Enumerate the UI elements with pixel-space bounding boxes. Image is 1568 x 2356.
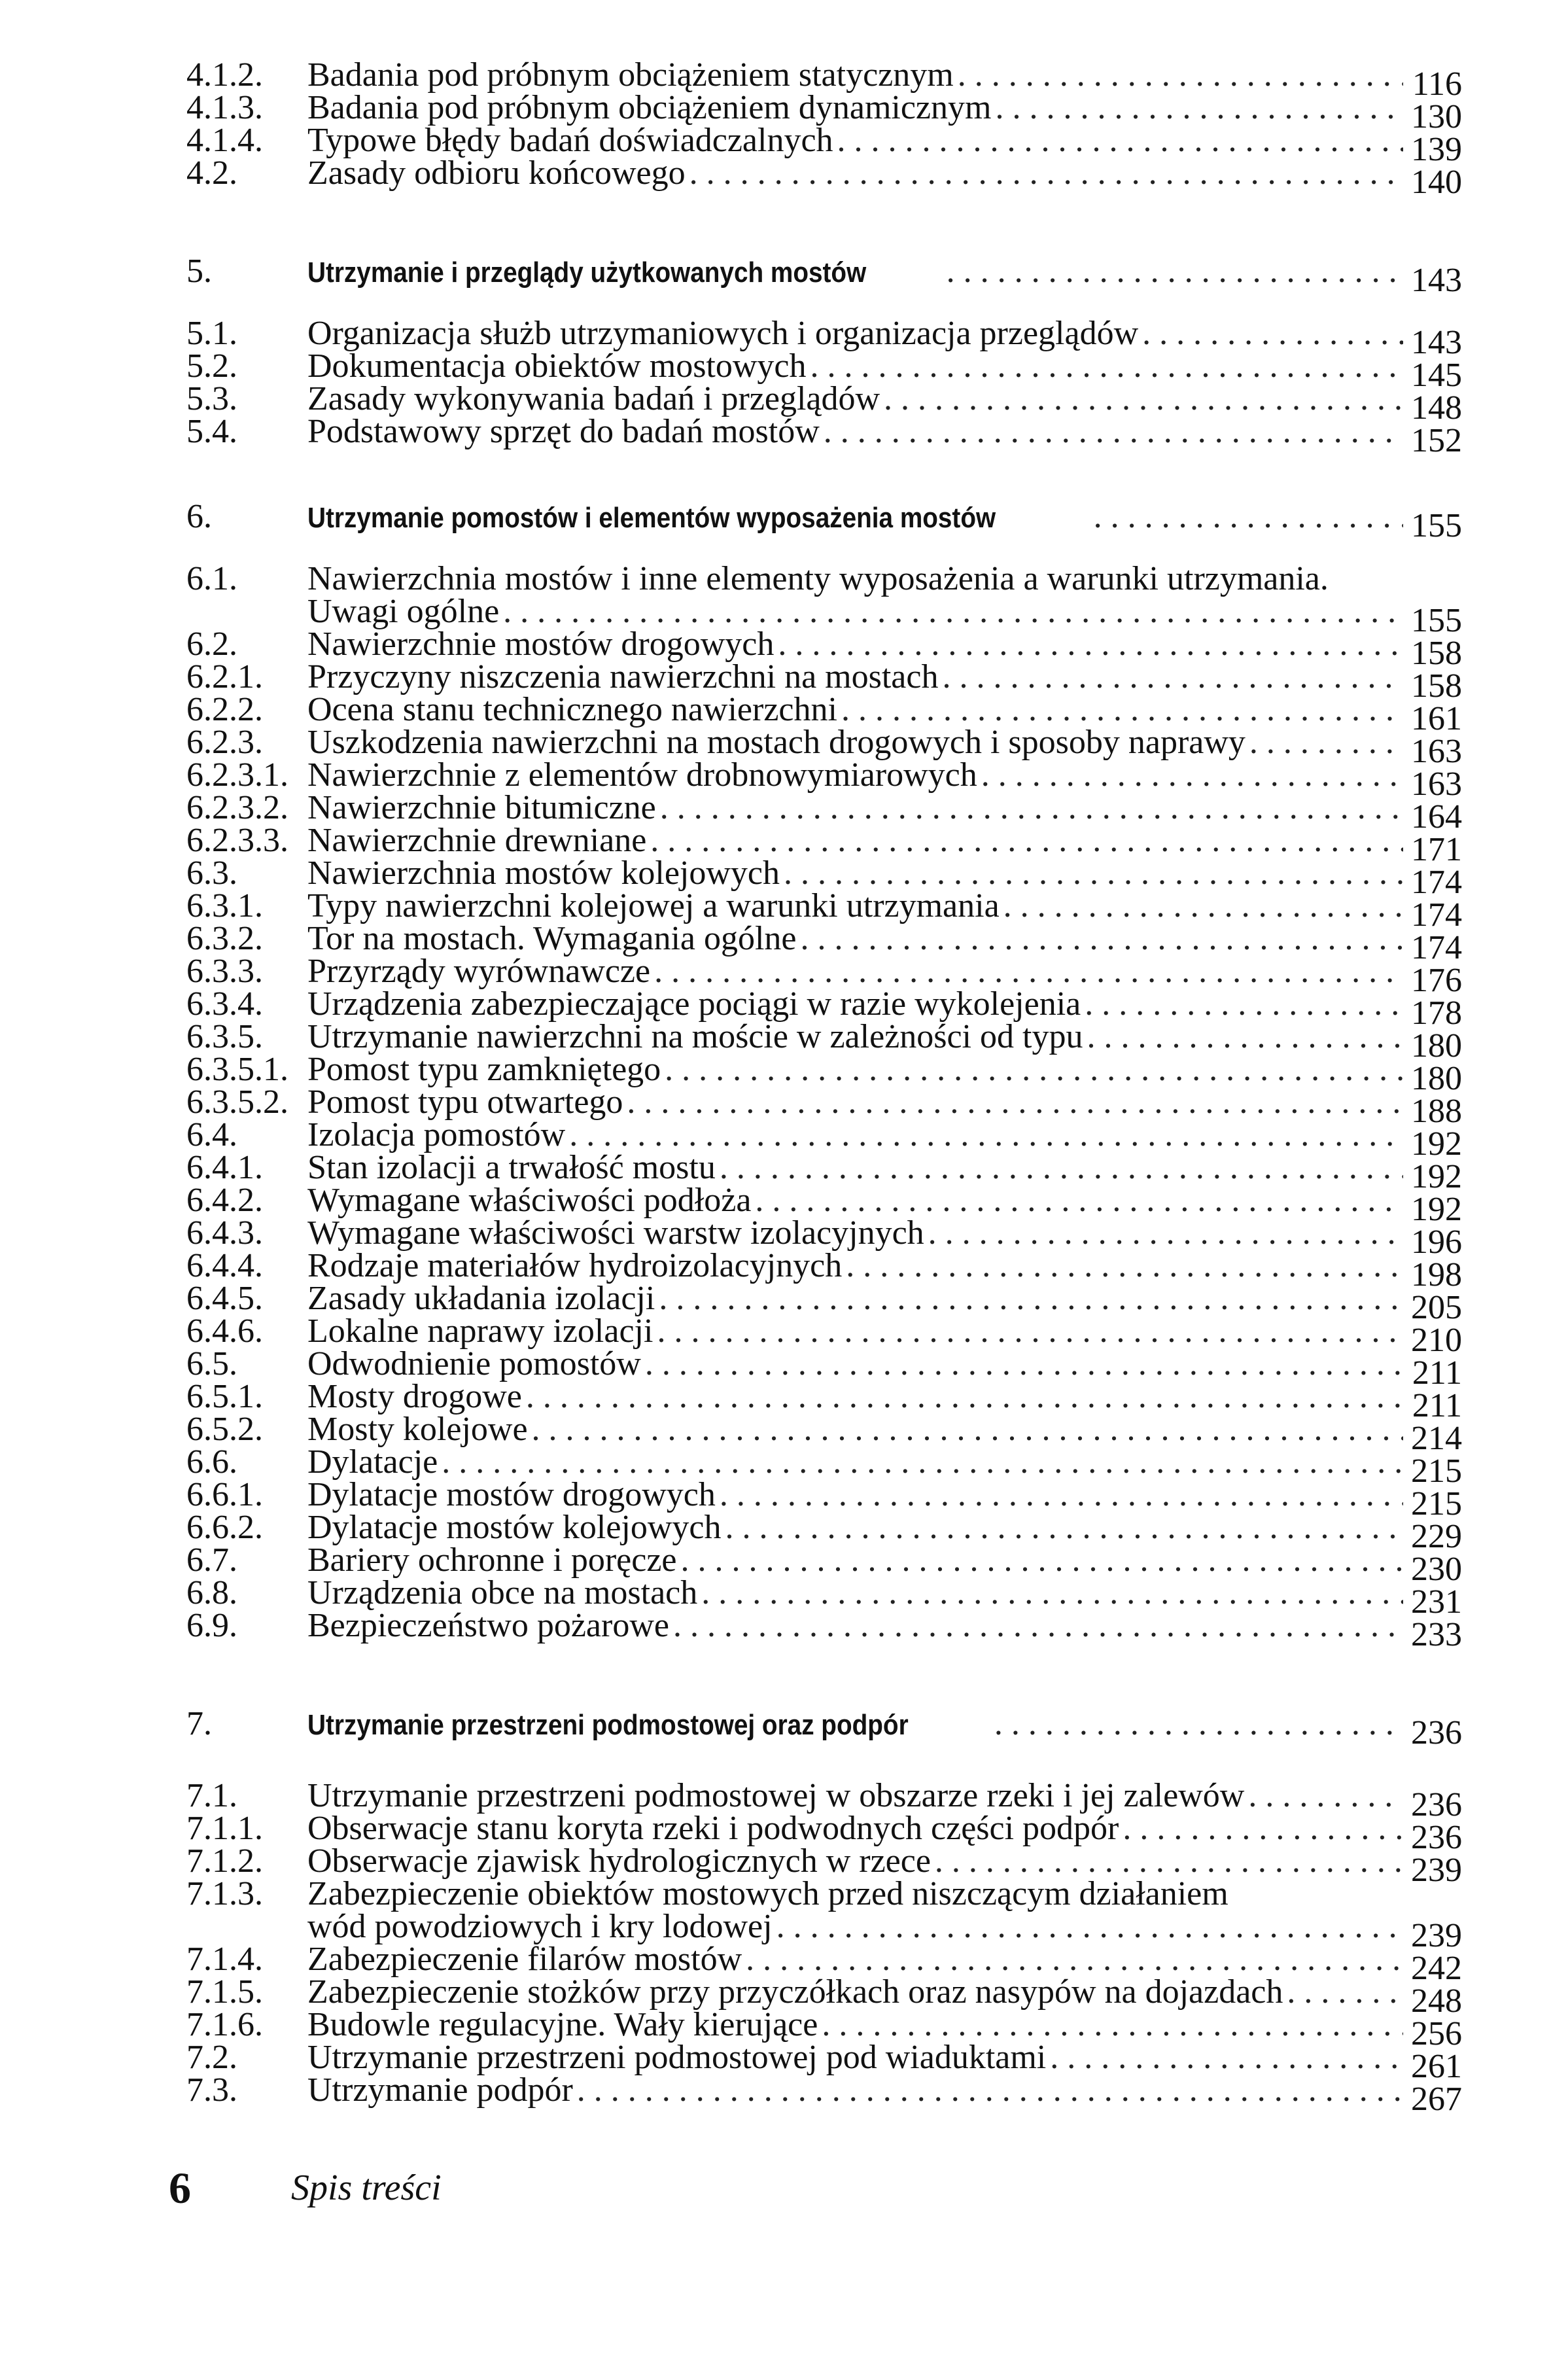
toc-entry-page: 192 (1411, 1191, 1462, 1228)
toc-entry-number: 6.2.2. (186, 691, 263, 728)
toc-chapter-entry (186, 252, 1462, 299)
toc-entry-number: 4.1.3. (186, 89, 263, 126)
toc-entry-page: 171 (1411, 831, 1462, 868)
toc-entry-number: 6.4.5. (186, 1280, 263, 1317)
toc-entry-title: Typowe błędy badań doświadczalnych (307, 122, 833, 159)
toc-entry-page: 180 (1411, 1060, 1462, 1097)
toc-entry-page: 139 (1411, 131, 1462, 168)
dot-leader (689, 154, 1403, 193)
toc-entry-number: 6.6.1. (186, 1476, 263, 1513)
toc-entry-page: 140 (1411, 164, 1462, 201)
toc-entry-title: Odwodnienie pomostów (307, 1345, 641, 1382)
toc-entry-page: 196 (1411, 1223, 1462, 1261)
dot-leader (947, 252, 1403, 291)
toc-entry-page: 174 (1411, 864, 1462, 901)
toc-entry-title: Pomost typu otwartego (307, 1083, 623, 1121)
toc-entry-page: 230 (1411, 1551, 1462, 1588)
toc-entry-title: Mosty kolejowe (307, 1411, 528, 1448)
toc-entry-page: 143 (1411, 324, 1462, 361)
toc-entry-page: 211 (1412, 1354, 1462, 1392)
toc-entry-page: 210 (1411, 1322, 1462, 1359)
dot-leader (824, 412, 1403, 451)
toc-entry-title: wód powodziowych i kry lodowej (307, 1908, 773, 1945)
toc-entry-title: Zasady układania izolacji (307, 1280, 655, 1317)
toc-entry-title: Bariery ochronne i poręcze (307, 1541, 677, 1579)
toc-entry-number: 6.2.1. (186, 658, 263, 695)
toc-entry-number: 6.2.3.1. (186, 756, 288, 794)
toc-entry-number: 6.3.5. (186, 1018, 263, 1055)
toc-entry-title: Stan izolacji a trwałość mostu (307, 1149, 716, 1186)
toc-entry-number: 6.5. (186, 1345, 237, 1382)
toc-entry-title: Utrzymanie nawierzchni na moście w zależności od typu (307, 1018, 1083, 1055)
toc-entry-page: 242 (1411, 1950, 1462, 1987)
toc-entry-number: 7.1.3. (186, 1875, 263, 1912)
toc-entry-page: 192 (1411, 1125, 1462, 1163)
toc-entry-title: Nawierzchnia mostów kolejowych (307, 854, 780, 892)
toc-entry-page: 215 (1411, 1485, 1462, 1522)
toc-entry-title: Rodzaje materiałów hydroizolacyjnych (307, 1247, 843, 1284)
toc-entry-title: Ocena stanu technicznego nawierzchni (307, 691, 837, 728)
toc-entry-page: 158 (1411, 667, 1462, 705)
toc-entry-number: 6.4.1. (186, 1149, 263, 1186)
toc-entry-title: Dylatacje (307, 1443, 438, 1481)
toc-entry-number: 6.2.3.2. (186, 789, 288, 826)
toc-entry-number: 6.4.4. (186, 1247, 263, 1284)
toc-entry (186, 412, 1462, 459)
toc-entry-number: 7.1.5. (186, 1973, 263, 2011)
toc-entry-page: 211 (1412, 1387, 1462, 1424)
dot-leader (1094, 497, 1403, 536)
toc-entry-number: 5. (186, 253, 212, 290)
toc-entry-title: Dylatacje mostów kolejowych (307, 1509, 722, 1546)
toc-entry-number: 6.4.6. (186, 1312, 263, 1350)
toc-entry-page: 214 (1411, 1420, 1462, 1457)
toc-entry-number: 5.1. (186, 315, 237, 352)
toc-entry-number: 4.1.2. (186, 56, 263, 94)
toc-entry-page: 198 (1411, 1256, 1462, 1293)
toc-entry-page: 180 (1411, 1027, 1462, 1064)
toc-entry-number: 7.1.2. (186, 1842, 263, 1880)
toc-entry-title: Zabezpieczenie obiektów mostowych przed niszczącym działaniem (307, 1875, 1228, 1912)
toc-entry-title: Zasady wykonywania badań i przeglądów (307, 380, 880, 417)
toc-entry-number: 6.3.3. (186, 953, 263, 990)
dot-leader (577, 2071, 1403, 2110)
toc-entry-title: Lokalne naprawy izolacji (307, 1312, 653, 1350)
toc-entry-title: Podstawowy sprzęt do badań mostów (307, 413, 820, 450)
dot-leader (673, 1606, 1403, 1645)
toc-entry-title: Urządzenia zabezpieczające pociągi w razie wykolejenia (307, 985, 1081, 1023)
toc-entry-page: 267 (1411, 2081, 1462, 2118)
toc-entry-number: 7.2. (186, 2039, 237, 2076)
toc-entry-number: 6.3.2. (186, 920, 263, 957)
toc-entry-page: 174 (1411, 896, 1462, 934)
toc-entry-number: 7.1.6. (186, 2006, 263, 2043)
toc-entry-page: 192 (1411, 1158, 1462, 1195)
toc-entry-page: 163 (1411, 733, 1462, 770)
dot-leader (994, 1704, 1403, 1744)
toc-entry-title: Nawierzchnie mostów drogowych (307, 625, 775, 663)
toc-entry-page: 174 (1411, 929, 1462, 966)
toc-entry-page: 155 (1411, 602, 1462, 639)
toc-entry-title: Izolacja pomostów (307, 1116, 566, 1153)
toc-entry-page: 231 (1411, 1583, 1462, 1621)
toc-entry-title: Uwagi ogólne (307, 593, 500, 630)
toc-entry-number: 7.3. (186, 2071, 237, 2109)
toc-entry-page: 239 (1411, 1917, 1462, 1954)
toc-entry-number: 6.2.3. (186, 724, 263, 761)
toc-entry-number: 6.3. (186, 854, 237, 892)
toc-entry-page: 130 (1411, 98, 1462, 135)
toc-entry-page: 236 (1411, 1714, 1462, 1751)
toc-entry-number: 5.4. (186, 413, 237, 450)
toc-entry-title: Przyczyny niszczenia nawierzchni na mostach (307, 658, 939, 695)
toc-entry-number: 6.6.2. (186, 1509, 263, 1546)
toc-entry-page: 161 (1411, 700, 1462, 737)
toc-entry-number: 7.1. (186, 1777, 237, 1814)
toc-entry-title: Pomost typu zamkniętego (307, 1051, 661, 1088)
toc-entry-page: 233 (1411, 1616, 1462, 1653)
toc-entry-title: Typy nawierzchni kolejowej a warunki utrzymania (307, 887, 1000, 924)
toc-entry-title: Nawierzchnie z elementów drobnowymiarowych (307, 756, 977, 794)
toc-entry-page: 145 (1411, 357, 1462, 394)
toc-entry-number: 6.8. (186, 1574, 237, 1611)
toc-entry-title: Zabezpieczenie stożków przy przyczółkach oraz nasypów na dojazdach (307, 1973, 1283, 2011)
toc-entry-page: 178 (1411, 994, 1462, 1032)
toc-entry-number: 6.4.2. (186, 1182, 263, 1219)
toc-entry-title: Dylatacje mostów drogowych (307, 1476, 716, 1513)
toc-entry-title: Obserwacje stanu koryta rzeki i podwodnych części podpór (307, 1810, 1119, 1847)
toc-entry-number: 6.9. (186, 1607, 237, 1644)
toc-entry-title: Nawierzchnie drewniane (307, 822, 647, 859)
toc-entry-number: 5.3. (186, 380, 237, 417)
toc-entry-page: 229 (1411, 1518, 1462, 1555)
toc-entry-number: 6.1. (186, 560, 237, 597)
running-footer-title: Spis treści (291, 2168, 442, 2208)
toc-chapter-entry (186, 497, 1462, 544)
toc-entry-number: 5.2. (186, 347, 237, 385)
toc-entry-page: 176 (1411, 962, 1462, 999)
toc-entry-number: 6.2. (186, 625, 237, 663)
toc-entry-title: Badania pod próbnym obciążeniem statycznym (307, 56, 954, 94)
toc-entry-title: Nawierzchnie bitumiczne (307, 789, 656, 826)
toc-entry-number: 6.5.1. (186, 1378, 263, 1415)
toc-entry-page: 205 (1411, 1289, 1462, 1326)
toc-entry-page: 248 (1411, 1982, 1462, 2020)
toc-entry-title: Utrzymanie podpór (307, 2071, 573, 2109)
toc-entry-number: 6.3.5.2. (186, 1083, 288, 1121)
toc-entry-title: Organizacja służb utrzymaniowych i organizacja przeglądów (307, 315, 1139, 352)
toc-entry-number: 6.5.2. (186, 1411, 263, 1448)
toc-entry-number: 6.4.3. (186, 1214, 263, 1252)
toc-entry-title: Urządzenia obce na mostach (307, 1574, 698, 1611)
toc-entry-title: Wymagane właściwości podłoża (307, 1182, 752, 1219)
toc-entry-title: Zasady odbioru końcowego (307, 154, 686, 192)
toc-entry-title: Budowle regulacyjne. Wały kierujące (307, 2006, 818, 2043)
toc-entry-page: 164 (1411, 798, 1462, 835)
toc-entry-number: 6. (186, 498, 212, 535)
toc-entry-title: Dokumentacja obiektów mostowych (307, 347, 807, 385)
toc-entry-title: Utrzymanie i przeglądy użytkowanych mostów (307, 256, 867, 289)
toc-entry-title: Bezpieczeństwo pożarowe (307, 1607, 669, 1644)
toc-entry-title: Tor na mostach. Wymagania ogólne (307, 920, 797, 957)
toc-entry (186, 2071, 1462, 2118)
toc-entry-page: 163 (1411, 765, 1462, 803)
toc-entry-page: 152 (1411, 422, 1462, 459)
toc-entry-number: 6.7. (186, 1541, 237, 1579)
toc-entry-title: Uszkodzenia nawierzchni na mostach drogowych i sposoby naprawy (307, 724, 1246, 761)
toc-entry-title: Mosty drogowe (307, 1378, 522, 1415)
toc-entry-title: Obserwacje zjawisk hydrologicznych w rzece (307, 1842, 931, 1880)
toc-entry-page: 158 (1411, 635, 1462, 672)
toc-entry-title: Utrzymanie przestrzeni podmostowej oraz podpór (307, 1709, 909, 1741)
toc-entry-number: 6.3.1. (186, 887, 263, 924)
toc-entry-title: Utrzymanie przestrzeni podmostowej pod wiaduktami (307, 2039, 1047, 2076)
toc-entry-number: 4.2. (186, 154, 237, 192)
toc-entry-number: 6.3.5.1. (186, 1051, 288, 1088)
toc-entry-page: 215 (1411, 1452, 1462, 1490)
toc-entry-page: 239 (1411, 1852, 1462, 1889)
toc-entry-page: 148 (1411, 389, 1462, 427)
toc-entry-page: 256 (1411, 2015, 1462, 2052)
toc-entry-number: 6.6. (186, 1443, 237, 1481)
toc-entry-title: Utrzymanie przestrzeni podmostowej w obszarze rzeki i jej zalewów (307, 1777, 1245, 1814)
toc-entry-page: 236 (1411, 1819, 1462, 1856)
toc-entry-number: 6.2.3.3. (186, 822, 288, 859)
toc-chapter-entry (186, 1704, 1462, 1751)
toc-entry-title: Utrzymanie pomostów i elementów wyposażenia mostów (307, 502, 996, 534)
toc-entry-number: 7.1.1. (186, 1810, 263, 1847)
toc-entry-page: 155 (1411, 507, 1462, 544)
toc-entry-number: 6.3.4. (186, 985, 263, 1023)
toc-entry-page: 236 (1411, 1786, 1462, 1823)
page-number: 6 (169, 2163, 191, 2213)
toc-entry-title: Wymagane właściwości warstw izolacyjnych (307, 1214, 924, 1252)
toc-entry-title: Zabezpieczenie filarów mostów (307, 1941, 742, 1978)
toc-entry (186, 1606, 1462, 1653)
toc-entry (186, 154, 1462, 201)
toc-entry-number: 4.1.4. (186, 122, 263, 159)
toc-entry-title: Badania pod próbnym obciążeniem dynamicznym (307, 89, 992, 126)
toc-entry-number: 7. (186, 1705, 212, 1742)
toc-entry-title: Przyrządy wyrównawcze (307, 953, 651, 990)
toc-entry-page: 261 (1411, 2048, 1462, 2085)
toc-entry-title: Nawierzchnia mostów i inne elementy wyposażenia a warunki utrzymania. (307, 560, 1329, 597)
toc-entry-page: 143 (1411, 262, 1462, 299)
toc-entry-page: 116 (1412, 65, 1462, 103)
toc-entry-page: 188 (1411, 1093, 1462, 1130)
toc-entry-number: 6.4. (186, 1116, 237, 1153)
toc-entry-number: 7.1.4. (186, 1941, 263, 1978)
